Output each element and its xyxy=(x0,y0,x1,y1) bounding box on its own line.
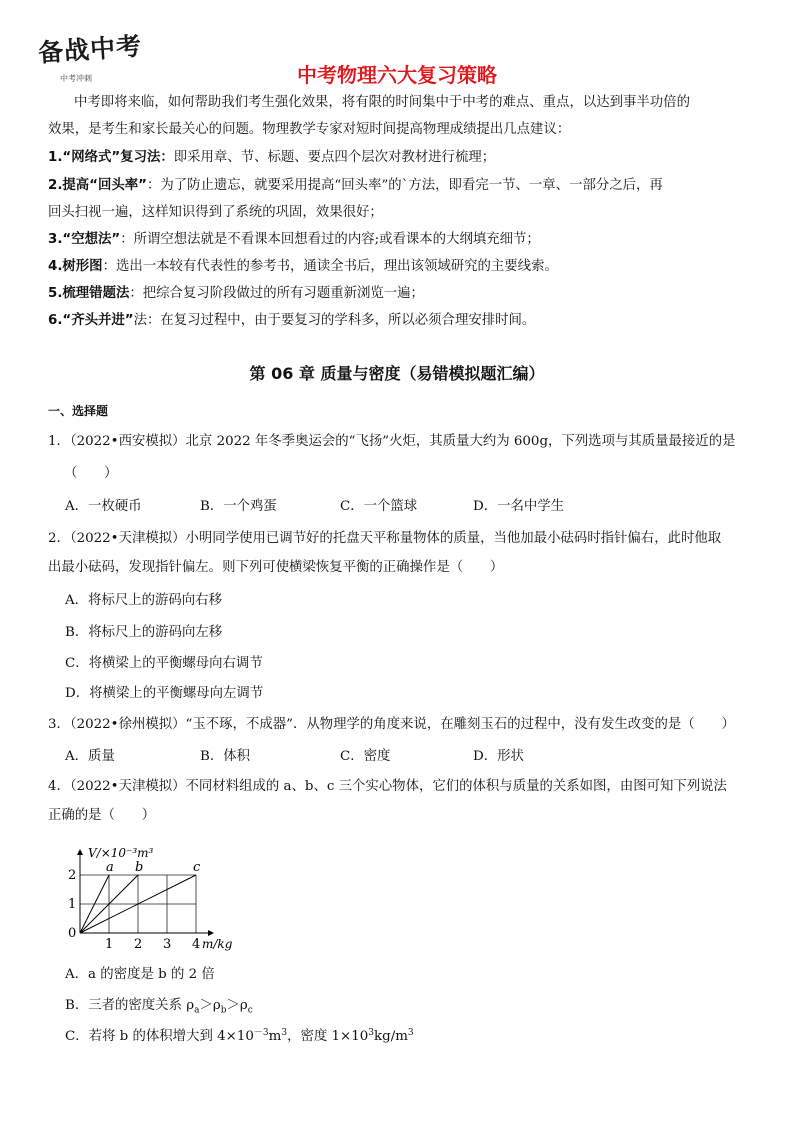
q4-option-b xyxy=(65,994,253,1016)
x-tick-label: 2 xyxy=(134,937,143,952)
chart-labels xyxy=(68,846,233,952)
x-tick-label: 1 xyxy=(105,937,114,952)
q4-option-b-sub-c: c xyxy=(247,1005,253,1016)
q4-option-b-gt2: ＞ρ xyxy=(226,998,248,1013)
q3-line-1: 3．（2022•徐州模拟）“玉不琢，不成器”．从物理学的角度来说，在雕刻玉石的过程中，没有发生改变的是（ ） xyxy=(48,717,735,732)
tip-1-head: 1.“网络式”复习法： xyxy=(48,150,174,165)
tip-1-body: 即采用章、节、标题、要点四个层次对教材进行梳理； xyxy=(173,150,496,165)
q3-option-b: B．体积 xyxy=(200,749,251,764)
section-heading: 一、选择题 xyxy=(48,404,109,418)
q2-option-d: D．将横梁上的平衡螺母向左调节 xyxy=(65,686,264,701)
tip-4-body: ：选出一本较有代表性的参考书，通读全书后，理出该领域研究的主要线索。 xyxy=(102,259,558,274)
q1-option-b: B．一个鸡蛋 xyxy=(200,499,277,514)
q4-line-1: 4．（2022•天津模拟）不同材料组成的 a、b、c 三个实心物体，它们的体积与质量的关系如图，由图可知下列说法 xyxy=(48,779,727,794)
logo-subtext: 中考冲刺 xyxy=(60,74,92,83)
tip-2-body-cont: 回头扫视一遍，这样知识得到了系统的巩固，效果很好； xyxy=(48,205,383,220)
q1-options xyxy=(65,495,564,514)
tip-2-head: 2.提高“回头率” xyxy=(48,178,147,193)
series-label-c: c xyxy=(193,860,201,875)
x-tick-label: 4 xyxy=(192,937,201,952)
q1-option-c: C．一个篮球 xyxy=(340,499,418,514)
tip-6 xyxy=(48,307,753,334)
logo-text: 备战中考 xyxy=(37,31,144,68)
y-tick-label: 2 xyxy=(68,868,77,883)
q1-option-d: D．一名中学生 xyxy=(473,499,565,514)
x-axis-label: m/kg xyxy=(202,937,233,951)
q3-option-a: A．质量 xyxy=(65,749,115,764)
tip-5-body: ：把综合复习阶段做过的所有习题重新浏览一遍； xyxy=(129,286,424,301)
y-axis-arrow xyxy=(77,849,83,855)
tip-3-body: ：所谓空想法就是不看课本回想看过的内容;或看课本的大纲填充细节； xyxy=(120,232,540,247)
q4-option-b-sub-a: a xyxy=(194,1005,200,1016)
tip-5-head: 5.梳理错题法 xyxy=(48,286,130,301)
q4-option-a: A．a 的密度是 b 的 2 倍 xyxy=(65,967,215,982)
tip-6-body: 法：在复习过程中，由于要复习的学科多，所以必须合理安排时间。 xyxy=(133,313,536,328)
intro-line-1: 中考即将来临，如何帮助我们考生强化效果，将有限的时间集中于中考的难点、重点，以达到事半功倍的 xyxy=(74,95,690,110)
q4-option-b-text: B．三者的密度关系 ρ xyxy=(65,998,195,1013)
q3-options xyxy=(65,745,524,764)
q4-option-c-mid: m xyxy=(268,1029,282,1045)
q4-option-c-mid2: ，密度 1×10 xyxy=(287,1029,369,1045)
chapter-title: 第 06 章 质量与密度（易错模拟题汇编） xyxy=(249,364,545,383)
q4-option-b-sub-b: b xyxy=(220,1005,227,1016)
x-tick-label: 3 xyxy=(163,937,172,952)
q1-line-2: （ ） xyxy=(64,466,118,481)
q4-line-2: 正确的是（ ） xyxy=(48,808,156,823)
tip-4-head: 4.树形图 xyxy=(48,259,103,274)
tip-3 xyxy=(48,226,753,253)
q2-line-1: 2．（2022•天津模拟）小明同学使用已调节好的托盘天平称量物体的质量，当他加最小砝码时指针偏右，此时他取 xyxy=(48,531,722,546)
q4-option-c-sup3: 3 xyxy=(281,1028,288,1038)
x-axis-arrow xyxy=(208,930,214,936)
intro-line-2: 效果，是考生和家长最关心的问题。物理教学专家对短时间提高物理成绩提出几点建议： xyxy=(48,122,571,137)
q4-option-c-end: kg/m xyxy=(374,1029,408,1045)
q1-line-1: 1．（2022•西安模拟）北京 2022 年冬季奥运会的“飞扬”火炬，其质量大约为 600g，下列选项与其质量最接近的是 xyxy=(48,434,736,449)
x-tick-label: 0 xyxy=(68,926,77,941)
y-tick-label: 1 xyxy=(68,897,77,912)
q2-option-c: C．将横梁上的平衡螺母向右调节 xyxy=(65,656,263,671)
tip-2-body: ：为了防止遗忘，就要采用提高“回头率”的`方法，即看完一节、一章、一部分之后，再 xyxy=(146,178,663,193)
q3-option-c: C．密度 xyxy=(340,749,391,764)
y-axis-label: V/×10⁻³m³ xyxy=(88,846,154,860)
q4-option-c-sup4: 3 xyxy=(368,1028,375,1038)
tip-3-head: 3.“空想法” xyxy=(48,232,121,247)
tip-5 xyxy=(48,280,753,307)
q2-option-a: A．将标尺上的游码向右移 xyxy=(65,593,222,608)
q1-option-a: A．一枚硬币 xyxy=(65,499,142,514)
density-chart xyxy=(60,832,260,952)
q2-line-2: 出最小砝码，发现指针偏左。则下列可使横梁恢复平衡的正确操作是（ ） xyxy=(48,560,504,575)
q2-option-b: B．将标尺上的游码向左移 xyxy=(65,625,223,640)
q4-option-c-sup5: 3 xyxy=(407,1028,414,1038)
series-label-b: b xyxy=(135,860,144,875)
tip-2 xyxy=(48,172,753,199)
tip-1 xyxy=(48,144,753,171)
page-title: 中考物理六大复习策略 xyxy=(297,63,497,87)
series-label-a: a xyxy=(106,860,114,875)
q4-option-c-text: C．若将 b 的体积增大到 4×10 xyxy=(65,1029,254,1045)
q4-option-c-exp1: －3 xyxy=(253,1028,269,1038)
q4-option-c xyxy=(65,1025,414,1044)
tip-6-head: 6.“齐头并进” xyxy=(48,313,134,328)
q4-option-b-gt1: ＞ρ xyxy=(199,998,221,1013)
tip-4 xyxy=(48,253,753,280)
q3-option-d: D．形状 xyxy=(473,749,524,764)
tip-2-cont xyxy=(48,199,753,226)
